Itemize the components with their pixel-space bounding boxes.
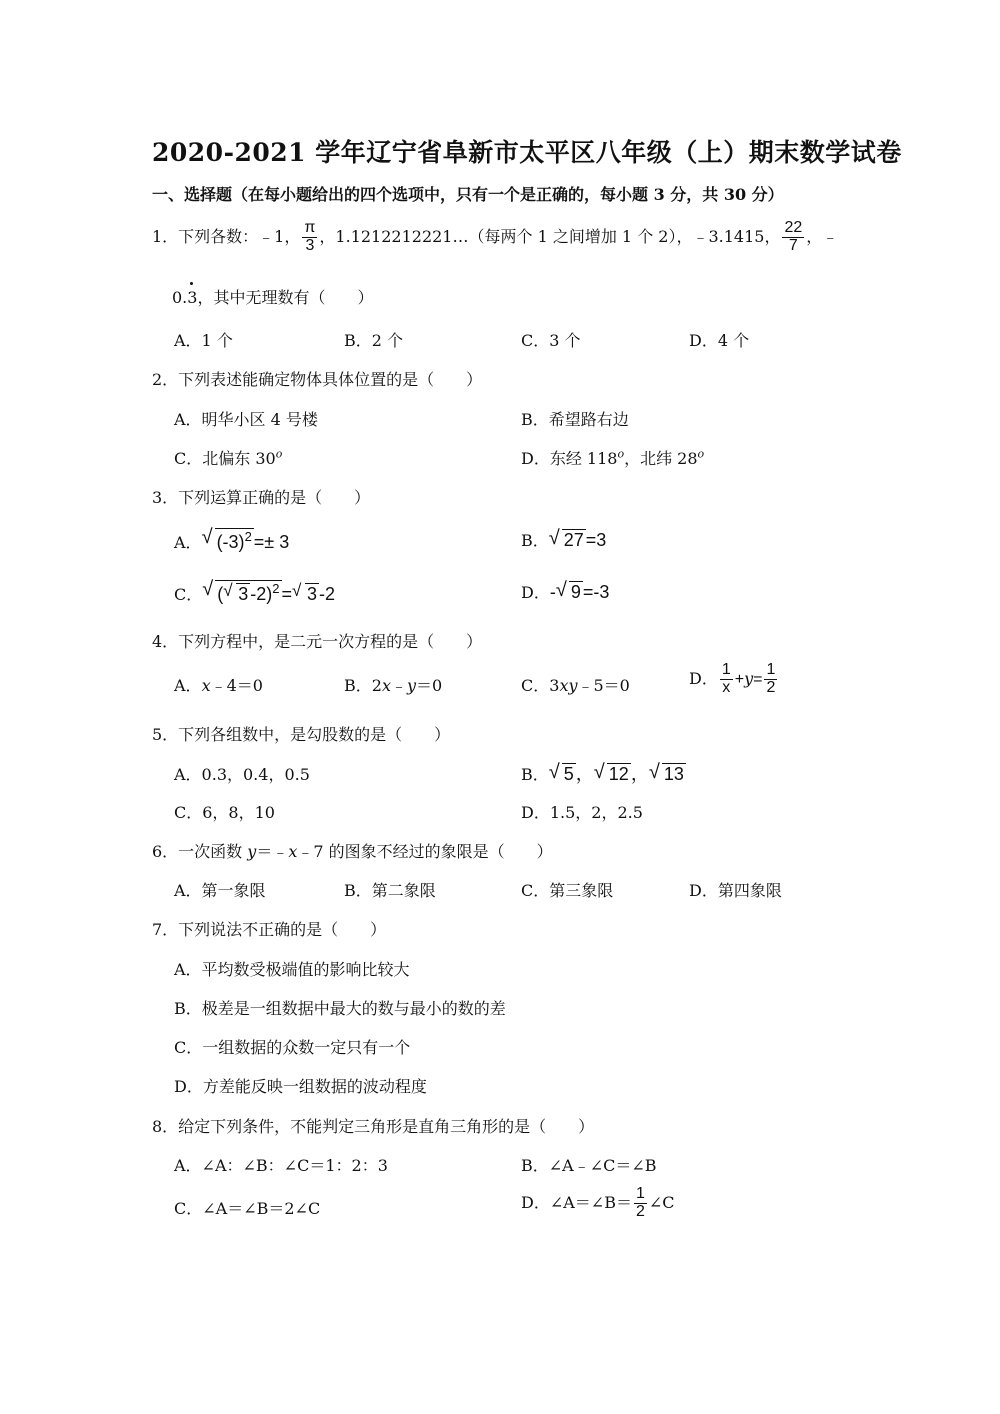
question-6-stem: 6．一次函数 y＝﹣x﹣7 的图象不经过的象限是（ ） (152, 842, 553, 861)
q1-option-c: C．3 个 (521, 331, 581, 350)
q2-option-a: A．明华小区 4 号楼 (174, 410, 318, 429)
q8-option-a: A．∠A：∠B：∠C＝1：2：3 (174, 1156, 388, 1175)
q4-option-b: B．2x﹣y＝0 (344, 676, 443, 695)
q5-option-c: C．6，8，10 (174, 803, 275, 822)
q8-option-d: D．∠A＝∠B＝ $\frac{1}{2}$ ∠C (521, 1185, 675, 1220)
q1-option-b: B．2 个 (344, 331, 404, 350)
question-7-stem: 7．下列说法不正确的是（ ） (152, 920, 387, 939)
q7-option-a: A．平均数受极端值的影响比较大 (174, 960, 410, 979)
question-2-stem: 2．下列表述能确定物体具体位置的是（ ） (152, 370, 483, 389)
question-4-stem: 4．下列方程中，是二元一次方程的是（ ） (152, 632, 483, 651)
q6-option-c: C．第三象限 (521, 881, 614, 900)
page-title: 2020-2021 学年辽宁省阜新市太平区八年级（上）期末数学试卷 (152, 138, 902, 167)
q8-option-b: B．∠A﹣∠C＝∠B (521, 1156, 657, 1175)
q8-option-c: C．∠A＝∠B＝2∠C (174, 1199, 321, 1218)
q3-option-a: A． √ $(-3)^2 =\pm 3$ (174, 526, 290, 552)
q1-option-a: A．1 个 (174, 331, 233, 350)
q3-option-c: C． √ ( √ 3 -2)$^2$ = √ 3 -2 (174, 578, 336, 604)
question-3-stem: 3．下列运算正确的是（ ） (152, 488, 371, 507)
q1-option-d: D．4 个 (689, 331, 750, 350)
q6-option-b: B．第二象限 (344, 881, 436, 900)
q4-option-c: C．3xy﹣5＝0 (521, 676, 630, 695)
question-1-stem-cont: 0.3，其中无理数有（ ） (172, 288, 374, 307)
question-5-stem: 5．下列各组数中，是勾股数的是（ ） (152, 725, 451, 744)
question-1-stem: 1．下列各数：﹣1， $\frac{\pi}{3}$ ，1.1212212221…（每两个 1 之间增加 1 个 2），﹣3.1415， $\frac{22}{7}$ ，﹣ (152, 219, 839, 254)
q5-option-d: D．1.5，2，2.5 (521, 803, 643, 822)
q6-option-a: A．第一象限 (174, 881, 266, 900)
question-8-stem: 8．给定下列条件，不能判定三角形是直角三角形的是（ ） (152, 1117, 595, 1136)
q5-option-a: A．0.3，0.4，0.5 (174, 765, 310, 784)
q7-option-d: D．方差能反映一组数据的波动程度 (174, 1077, 427, 1096)
q3-option-d: D．- √ 9 =-3 (521, 579, 610, 602)
q7-option-b: B．极差是一组数据中最大的数与最小的数的差 (174, 999, 506, 1018)
q6-option-d: D．第四象限 (689, 881, 782, 900)
q2-option-b: B．希望路右边 (521, 410, 629, 429)
q3-option-b: B． √ 27 =3 (521, 527, 607, 550)
q5-option-b: B． √ 5 ， √ 12 ， √ 13 (521, 761, 684, 785)
q4-option-a: A．x﹣4＝0 (174, 676, 263, 695)
section-heading: 一、选择题（在每小题给出的四个选项中，只有一个是正确的，每小题 3 分，共 30 分） (152, 185, 784, 204)
q4-option-d: D． $\frac{1}{x}$ +y= $\frac{1}{2}$ (689, 661, 776, 696)
q2-option-d: D．东经 118$^o$，北纬 28$^o$ (521, 447, 705, 468)
q7-option-c: C．一组数据的众数一定只有一个 (174, 1038, 411, 1057)
q2-option-c: C．北偏东 30$^o$ (174, 447, 283, 468)
